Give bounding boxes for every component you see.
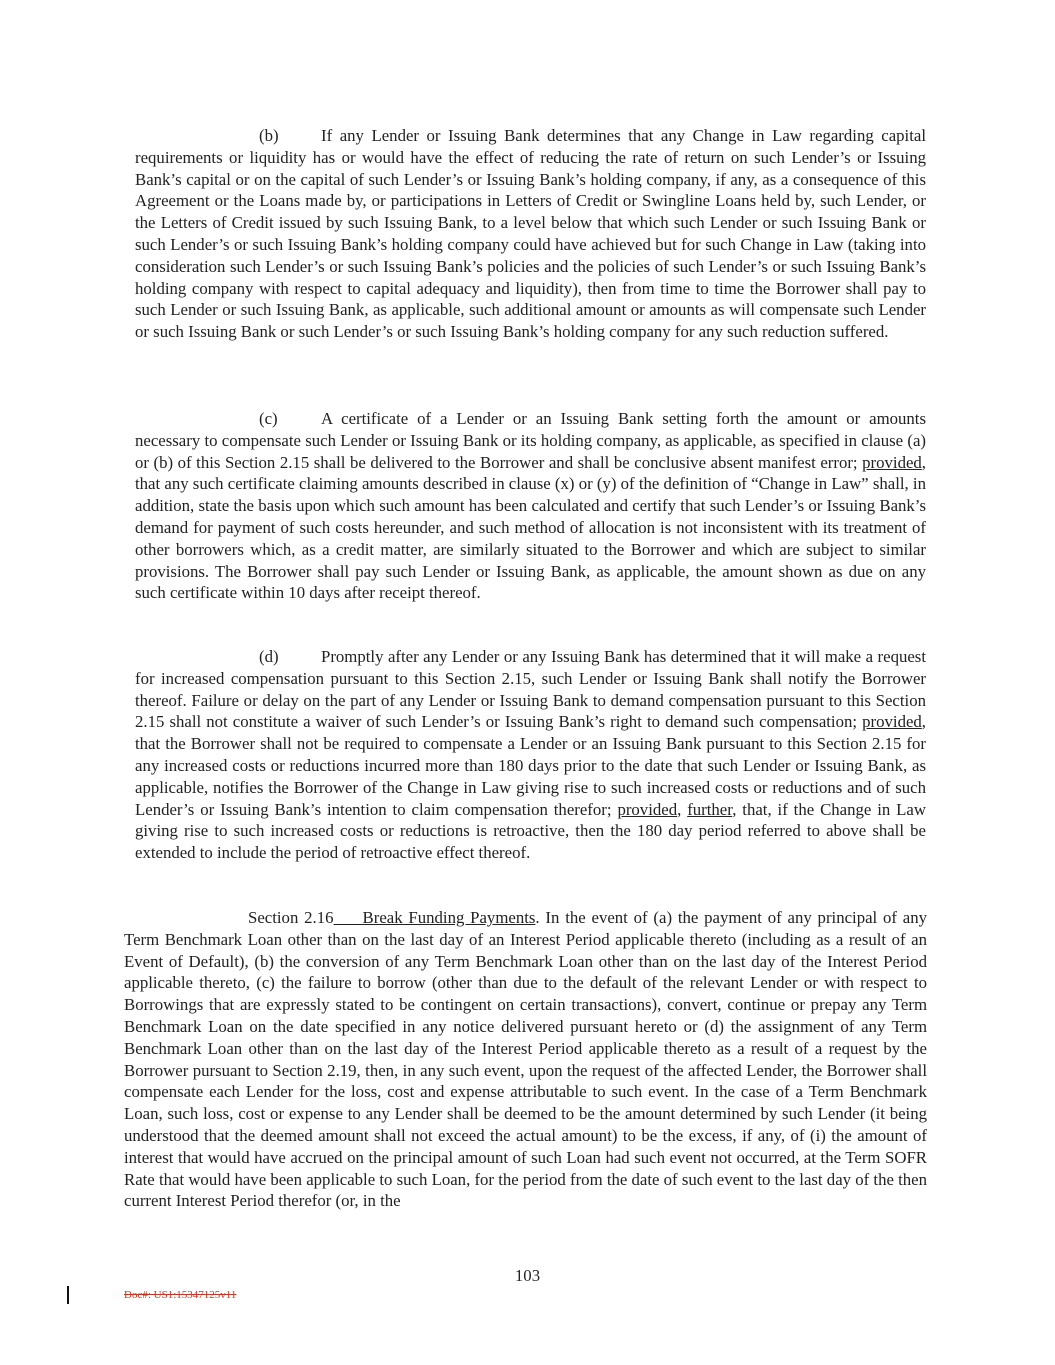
section-2-16 [124, 907, 927, 1212]
separator: , [677, 799, 688, 819]
provided-term: provided [617, 799, 678, 819]
provided-term: provided [862, 712, 922, 732]
paragraph-text: If any Lender or Issuing Bank determines that any Change in Law regarding capital requirements or liquidity has or would have the effect of reducing the rate of return on such Lender’s or Issuing Bank’s capital or on the capital of such Lender’s or Issuing Bank’s holding company, if any, as a consequence of this Agreement or the Loans made by, or participations in Letters of Credit or Swingline Loans held by, such Lender, or the Letters of Credit issued by such Issuing Bank, to a level below that which such Lender or such Issuing Bank or such Lender’s or such Issuing Bank’s holding company could have achieved but for such Change in Law (taking into consideration such Lender’s or such Issuing Bank’s policies and the policies of such Lender’s or such Issuing Bank’s holding company with respect to capital adequacy and liquidity), then from time to time the Borrower shall pay to such Lender or such Issuing Bank, as applicable, such additional amount or amounts as will compensate such Lender or such Issuing Bank or such Lender’s or such Issuing Bank’s holding company for any such reduction suffered. [135, 126, 926, 342]
paragraph-label: (c) [259, 409, 278, 428]
further-term: further [687, 799, 733, 819]
paragraph-text: , that, if the Change in Law giving rise to such increased costs or reductions is retroactive, then the 180 day period referred to above shall be extended to include the period of retroactive effect thereof. [135, 799, 926, 863]
paragraph-b [135, 125, 926, 343]
paragraph-text: , that any such certificate claiming amounts described in clause (x) or (y) of the definition of “Change in Law” shall, in addition, state the basis upon which such amount has been calculated and certify that such Lender’s or Issuing Bank’s demand for payment of such costs hereunder, and such method of allocation is not inconsistent with its treatment of other borrowers which, as a credit matter, are similarly situated to the Borrower and which are subject to similar provisions. The Borrower shall pay such Lender or Issuing Bank, as applicable, the amount shown as due on any such certificate within 10 days after receipt thereof. [135, 452, 926, 603]
paragraph-text: . In the event of (a) the payment of any principal of any Term Benchmark Loan other than on the last day of an Interest Period applicable thereto (including as a result of an Event of Default), (b) the conversion of any Term Benchmark Loan other than on the last day of the Interest Period applicable thereto, (c) the failure to borrow (other than due to the default of the relevant Lender or with respect to Borrowings that are expressly stated to be contingent on certain transactions), convert, continue or prepay any Term Benchmark Loan on the date specified in any notice delivered pursuant hereto or (d) the assignment of any Term Benchmark Loan other than on the last day of the Interest Period applicable thereto as a result of a request by the Borrower pursuant to Section 2.19, then, in any such event, upon the request of the affected Lender, the Borrower shall compensate each Lender for the loss, cost and expense attributable to such event. In the case of a Term Benchmark Loan, such loss, cost or expense to any Lender shall be deemed to be the amount determined by such Lender (it being understood that the deemed amount shall not exceed the actual amount) to be the excess, if any, of (i) the amount of interest that would have accrued on the principal amount of such Loan had such event not occurred, at the Term SOFR Rate that would have been applicable to such Loan, for the period from the date of such event to the last day of the then current Interest Period therefor (or, in the [124, 908, 928, 1211]
provided-term: provided [862, 452, 922, 472]
paragraph-label: (b) [259, 126, 279, 145]
paragraph-label: (d) [259, 647, 279, 666]
paragraph-d [135, 646, 926, 864]
paragraph-text: , that the Borrower shall not be required to compensate a Lender or an Issuing Bank pursuant to this Section 2.15 for any increased costs or reductions incurred more than 180 days prior to the date that such Lender or Issuing Bank, as applicable, notifies the Borrower of the Change in Law giving rise to such increased costs or reductions and of such Lender’s or Issuing Bank’s intention to claim compensation therefor; [135, 712, 926, 819]
change-bar [67, 1286, 69, 1304]
section-title [334, 908, 536, 927]
paragraph-c [135, 408, 926, 604]
document-id: Doc#: US1:15347125v11 [124, 1289, 237, 1301]
paragraph-text: A certificate of a Lender or an Issuing Bank setting forth the amount or amounts necessary to compensate such Lender or Issuing Bank or its holding company, as applicable, as specified in clause (a) or (b) of this Section 2.15 shall be delivered to the Borrower and shall be conclusive absent manifest error; [135, 409, 926, 472]
paragraph-text: Promptly after any Lender or any Issuing Bank has determined that it will make a request for increased compensation pursuant to this Section 2.15, such Lender or Issuing Bank shall notify the Borrower thereof. Failure or delay on the part of any Lender or Issuing Bank to demand compensation pursuant to this Section 2.15 shall not constitute a waiver of such Lender’s or Issuing Bank’s right to demand such compensation; [135, 647, 926, 732]
section-title-text: Break Funding Payments [362, 908, 536, 927]
section-number: Section 2.16 [248, 908, 334, 927]
page-number: 103 [514, 1266, 541, 1285]
